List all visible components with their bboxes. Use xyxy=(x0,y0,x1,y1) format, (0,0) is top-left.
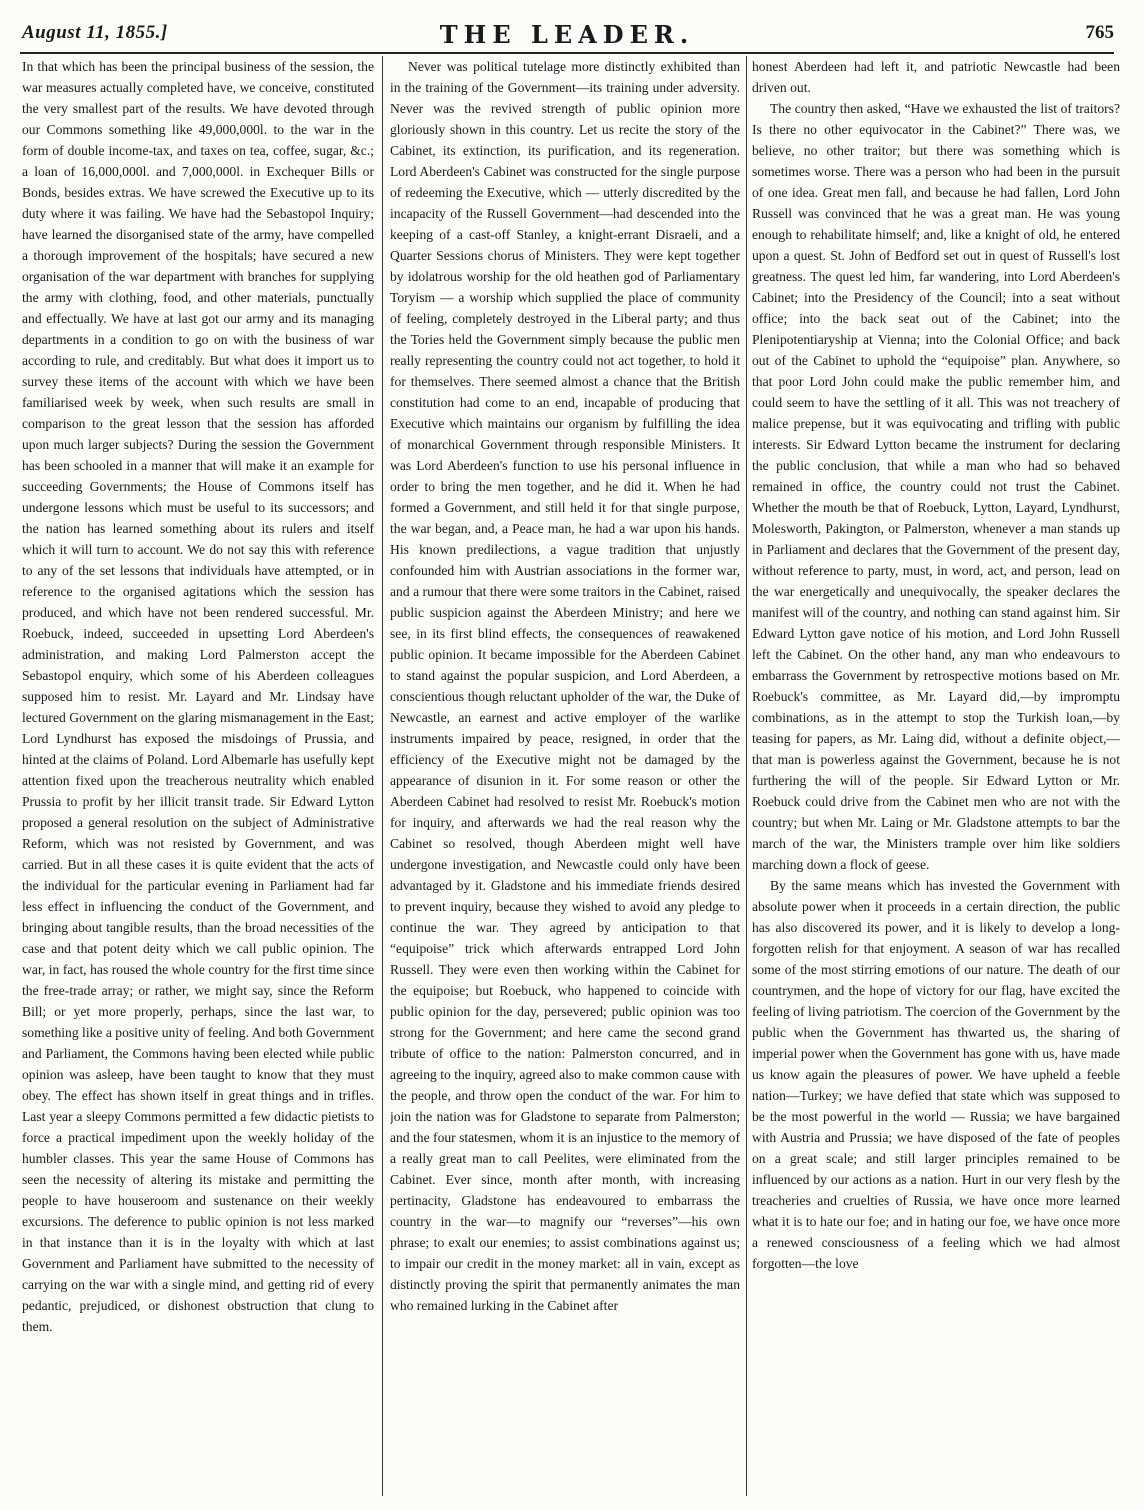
column-divider xyxy=(746,56,747,1496)
issue-date: August 11, 1855.] xyxy=(22,22,168,43)
paragraph: The country then asked, “Have we exhausted the list of traitors? Is there no other equivocator in the Cabinet?” There was, we believe, no other traitor; but there was something which is sometimes worse. There was a person who had been in the pursuit of one idea. Great men fall, and because he had fallen, Lord John Russell was convinced that he was a great man. He was young enough to rehabilitate himself; and, like a knight of old, he entered upon a quest. St. John of Bedford set out in quest of Russell's lost greatness. The quest led him, far wandering, into Lord Aberdeen's Cabinet; into the Presidency of the Council; into a seat without office; into the back seat out of the Cabinet; into the Plenipotentiaryship at Vienna; into the Colonial Office; and back out of the Cabinet to uphold the “equipoise” plan. Anywhere, so that poor Lord John could make the public remember him, and could seem to have the settling of it all. This was not treachery of malice prepense, but it was equivocating and trifling with public interests. Sir Edward Lytton became the instrument for declaring the public conclusion, that while a man who had so behaved remained in office, the country could not trust the Cabinet. Whether the mouth be that of Roebuck, Lytton, Layard, Lyndhurst, Molesworth, Pakington, or Palmerston, whenever a man stands up in Parliament and declares that the Government of the present day, without reference to party, must, in word, act, and person, lead on the war energetically and unequivocally, the speaker declares the manifest will of the country, and nothing can stand against him. Sir Edward Lytton gave notice of his motion, and Lord John Russell left the Cabinet. On the other hand, any man who endeavours to embarrass the Government by retrospective motions based on Mr. Roebuck's committee, as Mr. Layard did,—by impromptu combinations, as in the attempt to stop the Turkish loan,—by teasing for papers, as Mr. Laing did, without a definite object,—that man is powerless against the Government, because he is not furthering the will of the people. Sir Edward Lytton or Mr. Roebuck could drive from the Cabinet men who are not with the country; but when Mr. Laing or Mr. Gladstone attempts to bar the march of the war, the Ministers trample over him like soldiers marching down a flock of geese. xyxy=(752,101,1120,872)
article-column-3 xyxy=(752,56,1120,1496)
article-column-1 xyxy=(22,56,374,1496)
article-column-2 xyxy=(390,56,740,1496)
paragraph: In that which has been the principal business of the session, the war measures actually completed have, we conceive, constituted the very smallest part of the results. We have devoted through our Commons something like 49,000,000l. to the war in the form of double income-tax, and taxes on tea, coffee, sugar, &c.; a loan of 16,000,000l. and 7,000,000l. in Exchequer Bills or Bonds, besides extras. We have screwed the Executive up to its duty where it was failing. We have had the Sebastopol Inquiry; have learned the disorganised state of the army, have compelled a thorough improvement of the hospitals; have secured a new organisation of the war department with branches for supplying the army with clothing, food, and other materials, punctually and effectually. We have at last got our army and its managing departments in a condition to go on with the business of war according to rule, and creditably. But what does it import us to survey these items of the account with which we have been familiarised week by week, when such results are small in comparison to the great lesson that the session has afforded upon much larger subjects? During the session the Government has been schooled in a manner that will make it an example for succeeding Governments; the House of Commons itself has undergone lessons which must be useful to its successors; and the nation has learned something about its rulers and itself which it will turn to account. We do not say this with reference to any of the set lessons that individuals have attempted, or in reference to the organised agitations which the session has produced, and which have not been rendered successful. Mr. Roebuck, indeed, succeeded in upsetting Lord Aberdeen's administration, and making Lord Palmerston accept the Sebastopol enquiry, which some of his Aberdeen colleagues supposed him to resist. Mr. Layard and Mr. Lindsay have lectured Government on the glaring mismanagement in the East; Lord Lyndhurst has exposed the misdoings of Prussia, and hinted at the claims of Poland. Lord Albemarle has usefully kept attention fixed upon the treacherous neutrality which enabled Prussia to profit by her illicit transit trade. Sir Edward Lytton proposed a general resolution on the subject of Administrative Reform, which was not resisted by Government, and was carried. But in all these cases it is quite evident that the acts of the individual for the particular evening in Parliament had far less effect in influencing the conduct of the Government, and bringing about tangible results, than the broad necessities of the case and that potent deity which we call public opinion. The war, in fact, has roused the whole country for the first time since the free-trade array; or rather, we might say, since the Reform Bill; or yet more properly, perhaps, since the last war, to something like a positive unity of feeling. And both Government and Parliament, the Commons having been elected while public opinion was asleep, have been taught to know that they must obey. The effect has shown itself in great things and in trifles. Last year a sleepy Commons permitted a few didactic pietists to force a practical impediment upon the weekly holiday of the humbler classes. This year the same House of Commons has seen the necessity of altering its mistake and permitting the people to have houseroom and sustenance on their weekly excursions. The deference to public opinion is not less marked in that instance than it is in the loyalty with which at last Government and Parliament have submitted to the necessity of carrying on the war with a single mind, and getting rid of every pedantic, prejudiced, or dishonest obstruction that clung to them. xyxy=(22,59,374,1334)
masthead-title: THE LEADER. xyxy=(439,20,695,49)
column-divider xyxy=(382,56,383,1496)
paragraph: Never was political tutelage more distinctly exhibited than in the training of the Government—its training under adversity. Never was the revived strength of public opinion more gloriously shown in this country. Let us recite the story of the Cabinet, its extinction, its purification, and its regeneration. Lord Aberdeen's Cabinet was constructed for the single purpose of redeeming the Executive, which — utterly discredited by the incapacity of the Russell Government—had descended into the keeping of a cast-off Stanley, a knight-errant Disraeli, and a Quarter Sessions chorus of Ministers. They were kept together by idolatrous worship for the old heathen god of Parliamentary Toryism — a worship which supplied the place of community of feeling, completely destroyed in the Liberal party; and thus the Tories held the Government simply because the public men really representing the country could not act together, to hold it for themselves. There seemed almost a chance that the British constitution had come to an end, incapable of producing that Executive which maintains our organism by fulfilling the idea of monarchical Government through responsible Ministers. It was Lord Aberdeen's function to use his personal influence in order to bring the men together, and he did it. When he had formed a Government, and still held it for that single purpose, the war began, and, a Peace man, he had a war upon his hands. His known predilections, a vague tradition that unjustly confounded him with Austrian associations in the former war, and a rumour that there were some traitors in the Cabinet, raised public suspicion against the Aberdeen Ministry; and here we see, in its first blind effects, the consequences of reawakened public opinion. It became impossible for the Aberdeen Cabinet to stand against the popular suspicion, and Lord Aberdeen, a conscientious though reluctant upholder of the war, the Duke of Newcastle, an earnest and active employer of the warlike instruments impaired by peace, resigned, in order that the efficiency of the Executive might not be damaged by the appearance of disunion in it. For some reason or other the Aberdeen Cabinet had resolved to resist Mr. Roebuck's motion for inquiry, and afterwards we had the real reason why the Cabinet so resolved, though Aberdeen might well have undergone investigation, and Newcastle could only have been advantaged by it. Gladstone and his immediate friends desired to prevent inquiry, because they wished to avoid any pledge to continue the war. They agreed by anticipation to that “equipoise” trick which afterwards entrapped Lord John Russell. They were even then working within the Cabinet for the equipoise; but Roebuck, who happened to coincide with public opinion for the day, persevered; public opinion was too strong for the Government; and here came the second grand tribute of office to the nation: Palmerston concurred, and in agreeing to the inquiry, agreed also to make common cause with the people, and throw open the conduct of the war. For him to join the nation was for Gladstone to separate from Palmerston; and the four statesmen, whom it is an injustice to the memory of a really great man to call Peelites, were eliminated from the Cabinet. Ever since, month after month, with increasing pertinacity, Gladstone has endeavoured to embarrass the country in the war—to magnify our “reverses”—his own phrase; to exalt our enemies; to assist combinations against us; to impair our credit in the money market: all in vain, except as distinctly proving the spirit that permanently animates the man who remained lurking in the Cabinet after xyxy=(390,59,740,1313)
page-number: 765 xyxy=(1085,22,1114,43)
paragraph: honest Aberdeen had left it, and patriotic Newcastle had been driven out. xyxy=(752,59,1120,95)
paragraph: By the same means which has invested the Government with absolute power when it proceeds in a certain direction, the public has also discovered its power, and it is likely to develop a long-forgotten relish for that enjoyment. A season of war has recalled some of the most stirring emotions of our nature. The death of our countrymen, and the hope of victory for our flag, have excited the feeling of living patriotism. The coercion of the Government by the public when the Government has thwarted us, the sharing of imperial power when the Government has gone with us, have made us know again the pleasures of power. We have upheld a feeble nation—Turkey; we have defied that state which was supposed to be the most powerful in the world — Russia; we have bargained with Austria and Prussia; we have disposed of the fate of peoples on a great scale; and still larger principles remained to be influenced by our actions as a nation. Hurt in our very flesh by the treacheries and cruelties of Russia, we have once more learned what it is to hate our foe; and in hating our foe, we have once more a renewed consciousness of a feeling which we had almost forgotten—the love xyxy=(752,878,1120,1271)
page-header xyxy=(20,18,1114,54)
